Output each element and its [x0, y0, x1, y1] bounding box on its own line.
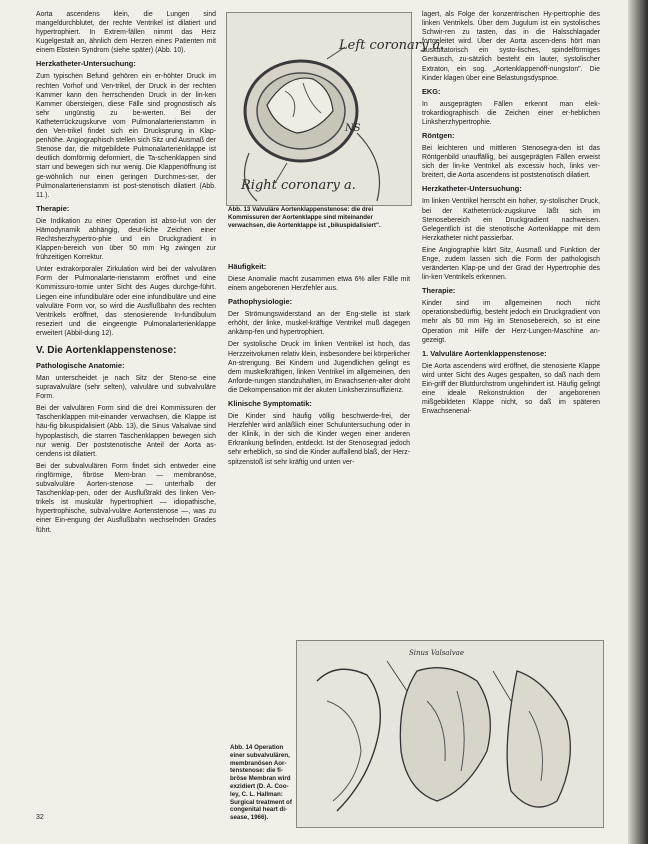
paragraph: Die Aorta ascendens wird eröffnet, die stenosierte Klappe wird unter Sicht des Auges gespalten, so daß nach dem Ein-griff der Blutdurchstrom ungehindert ist. Häufig gelingt eine ideale Rekonstruktion der angeborenen mißgebildeten Klappe nicht, so daß im späteren Erwachsenenal-: [422, 362, 600, 416]
section-heading: 1. Valvuläre Aortenklappenstenose:: [422, 348, 547, 358]
label-ns: NS: [345, 123, 361, 134]
figure-14-caption: Abb. 14 Operation einer subvalvulären, membranösen Aor-tenstenose: die fi-bröse Membran wird exzidiert (D. A. Coo-ley, C. L. Hallman: Surgical treatment of congenital heart di-sease, 1966).: [230, 744, 292, 822]
section-heading: Herzkatheter-Untersuchung:: [422, 184, 522, 194]
paragraph: In ausgeprägten Fällen erkennt man elek-trokardiographisch die Zeichen einer er-heblichen Linksherzhypertrophie.: [422, 100, 600, 126]
column-right: [422, 10, 600, 620]
chapter-heading: V. Die Aortenklappenstenose:: [36, 345, 177, 356]
figure-14-surgery-drawing: [296, 640, 604, 828]
paragraph: Bei leichteren und mittleren Stenosegra-den ist das Röntgenbild unauffällig, bei ausgeprägten Fällen erweist sich der lin-ke Ventrikel als excessiv hoch, links ver-breitert, die Aorta ascendens ist poststenotisch dilatiert.: [422, 145, 600, 180]
paragraph: Kinder sind im allgemeinen noch nicht operationsbedürftig, besteht jedoch ein Druckgradient von mehr als 50 mm Hg im Stenosebereich, so ist eine Operation mit Hilfe der Herz-Lungen-Maschine an-gezeigt.: [422, 300, 600, 344]
label-sinus-valsalvae: Sinus Valsalvae: [409, 649, 464, 657]
paragraph: Bei der valvulären Form sind die drei Kommissuren der Taschenklappen mit-einander verwachsen, die Klappe ist häu-fig bikuspidalisiert (Abb. 13), die Sinus Valsalvae sind hypoplastisch, die starren Taschenklappen bewegen sich nur wenig. Der poststenotische Anteil der Aorta as-cendens ist dilatiert.: [36, 405, 216, 458]
section-heading: Therapie:: [36, 203, 70, 213]
section-heading: Röntgen:: [422, 131, 455, 141]
section-heading: Pathologische Anatomie:: [36, 361, 125, 370]
section-heading: Pathophysiologie:: [228, 297, 293, 307]
paragraph: Der systolische Druck im linken Ventrikel ist hoch, das Herzzeitvolumen relativ klein, insbesondere bei körperlicher An-strengung. Bei Kindern und Jugendlichen gelingt es dem muskelkräftigen, linken Ventrikel im allgemeinen, den Anforde-rungen standzuhalten, im Erwachsenen-alter droht die Dekompensation mit der akuten Linksherzinsuffizienz.: [228, 341, 410, 394]
label-right-coronary: Right coronary a.: [241, 178, 356, 193]
paragraph: Eine Angiographie klärt Sitz, Ausmaß und Funktion der Enge, zudem lassen sich die Form der pathologisch veränderten Klap-pe und der Grad der Hypertrophie des lin-ken Ventrikels erkennen.: [422, 246, 600, 282]
page-number: 32: [36, 814, 44, 821]
paragraph: Die Kinder sind häufig völlig beschwerde-frei, der Herzfehler wird anläßlich einer Schuluntersuchung oder in der Klinik, in der sich die Kinder wegen einer anderen Erkrankung befinden, entdeckt. Ist der Stenosegrad jedoch sehr erheblich, so sind die Kinder auffallend blaß, der Herz-spitzenstoß ist sehr kräftig und unten ver-: [228, 413, 410, 466]
figure-13-caption: Abb. 13 Valvuläre Aortenklappenstenose: die drei Kommissuren der Aortenklappe sind miteinander verwachsen, die Aortenklappe ist „bikuspidalisiert".: [228, 206, 381, 229]
paragraph: Die Indikation zu einer Operation ist abso-lut von der Hämodynamik abhängig, deut-liche Zeichen einer Rechtsherzhypertro-phie und ein Druckgradient in Klappen-bereich von über 50 mm Hg zwingen zur frühzeitigen Korrektur.: [36, 217, 216, 262]
label-left-coronary: Left coronary a.: [339, 38, 445, 53]
paragraph: lagert, als Folge der konzentrischen Hy-pertrophie des linken Ventrikels. Über dem Jugulum ist ein systolisches Schwir-ren zu tasten, das in die Halsschlagader fortgeleitet wird. Über der Aorta ascen-dens hört man auskultatorisch ein systo-lisches, spindelförmiges Geräusch, zu-sätzlich besteht ein lauter, systolischer Extraton, ein sog. „Aortenklappenöff-nungston". Die Kinder klagen über eine Belastungsdyspnoe.: [422, 11, 600, 82]
page-edge-shadow: [628, 0, 648, 844]
paragraph: Zum typischen Befund gehören ein er-höhter Druck im rechten Vorhof und Ven-trikel, der Druck in der rechten Kammer kann den herrschenden Druck in der lin-ken Kammer übersteigen, diese Fälle sind prognostisch als sehr ungünstig zu be-werten. Bei der Katheterrückzugskurve vom Pulmonalarterienstamm in den Ven-trikel findet sich ein Drucksprung in Klap-penhöhe. Angiographisch stellen sich Sitz und Ausmaß der Stenose dar, die mitgebildete Pulmonalarterienklappe ist deutlich domförmig deformiert, die Ta-schenklappen sind starr und bewegen sich nur wenig. Die Klappenöffnung ist ge-wöhnlich nur einen geringen Durchmes-ser, der Pulmonalarterienstamm ist post-stenotisch dilatiert (Abb. 11.).: [36, 73, 216, 199]
column-middle: [228, 258, 410, 628]
paragraph: Aorta ascendens klein, die Lungen sind mangeldurchblutet, der rechte Ventrikel ist dilatiert und hypertrophiert. In Extrem-fällen nimmt das Herz Kugelgestalt an, ähnlich dem Herzen eines Patienten mit einem Ebstein Syndrom (siehe später) (Abb. 10).: [36, 11, 216, 55]
paragraph: Diese Anomalie macht zusammen etwa 6% aller Fälle mit einem angeborenen Herzfehler aus.: [228, 276, 410, 293]
paragraph: Im linken Ventrikel herrscht ein hoher, sy-stolischer Druck, bei der Katheterrück-zugskurve läßt sich im Stenosebereich ein Druckgradient nachweisen. Gelegentlich ist die stenotische Aortenklappe mit dem Herzkatheter nicht passierbar.: [422, 198, 600, 242]
column-left: [36, 10, 216, 828]
paragraph: Bei der subvalvulären Form findet sich entweder eine ringförmige, fibröse Mem-bran — membranöse, subvalvuläre Aorten-stenose — unterhalb der Taschenklap-pen, oder der Ausflußtrakt des linken Ven-trikels ist muskulär hypertrophiert — idiopathische, hypertrophische, subval-vuläre Aortenstenose —, was zu einer Ein-engung der Ausflußbahn wechselnden Grades führt.: [36, 462, 216, 534]
section-heading: Herzkatheter-Untersuchung:: [36, 59, 136, 69]
section-heading: Klinische Symptomatik:: [228, 399, 312, 409]
paragraph: Man unterscheidet je nach Sitz der Steno-se eine supravalvuläre (sehr selten), valvuläre und subvalvuläre Form.: [36, 375, 216, 401]
paragraph: Der Strömungswiderstand an der Eng-stelle ist stark erhöht, der linke, muskel-kräftige Ventrikel muß dagegen ankämp-fen und hypertrophiert.: [228, 311, 410, 337]
paragraph: Unter extrakorporaler Zirkulation wird bei der valvulären Form der Pulmonalarte-rienstamm eröffnet und eine Kommissuro-tomie unter Sicht des Auges durchge-führt. Liegen eine infundibuläre oder eine infundibuläre und eine valvuläre Form vor, so wird die Ausflußbahn des rechten Ventrikels eröffnet, das stenosierende In-fundibulum reseziert und die eingeengte Pulmonalarterienklappe erweitert (Abbil-dung 12).: [36, 266, 216, 337]
surgery-illustration: [297, 641, 603, 827]
section-heading: EKG:: [422, 86, 441, 96]
section-heading: Häufigkeit:: [228, 262, 267, 271]
section-heading: Therapie:: [422, 286, 456, 296]
